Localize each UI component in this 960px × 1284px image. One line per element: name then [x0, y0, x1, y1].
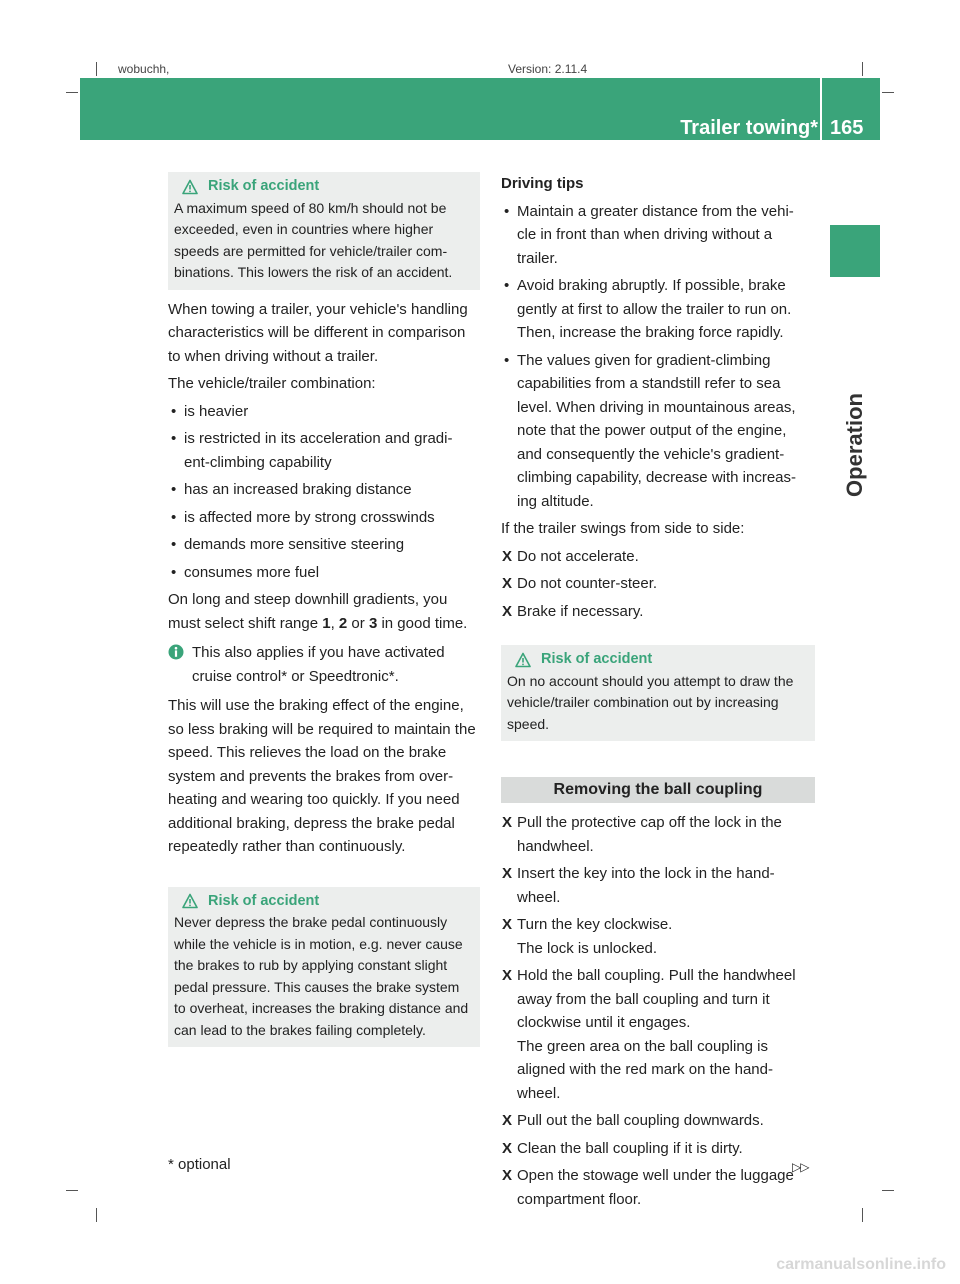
step-text: Clean the ball coupling if it is dirty. [517, 1139, 743, 1157]
paragraph: If the trailer swings from side to side: [501, 520, 745, 537]
step-item [501, 862, 815, 909]
step-item [501, 572, 815, 596]
page-number: 165 [830, 117, 864, 139]
paragraph: The vehicle/trailer combination: [168, 375, 376, 392]
step-marker-icon: X [502, 916, 513, 933]
section-heading-box [501, 777, 815, 803]
crop-mark [96, 1208, 97, 1222]
list-item: • is heavier [168, 400, 480, 424]
text-span: in good time. [377, 614, 468, 632]
step-item [501, 1164, 815, 1211]
step-result: The lock is unlocked. [517, 939, 658, 957]
list-item: • Maintain a greater distance from the vehi- cle in front than when driving without a trailer. [501, 200, 815, 271]
step-item [501, 811, 815, 858]
info-icon [168, 644, 184, 660]
step-text: Turn the key clockwise. [517, 916, 673, 933]
crop-mark [862, 1208, 863, 1222]
swing-steps [501, 545, 815, 624]
step-marker-icon: X [502, 967, 513, 984]
text-span: On long and steep downhill gradients, you must select shift range [168, 591, 448, 632]
warning-header [507, 649, 809, 671]
list-item: • Avoid braking abruptly. If possible, brake gently at first to allow the trailer to run on. Then, increase the braking force rapidly. [501, 274, 815, 345]
removal-steps [501, 811, 815, 1211]
paragraph [168, 588, 480, 635]
text-span: , [330, 614, 339, 632]
warning-triangle-icon [182, 893, 198, 909]
warning-text: Never depress the brake pedal continuously while the vehicle is in motion, e.g. never cause the brakes to rub by applying constant slight pedal pressure. This causes the brake system to overheat, increases the braking distance and can lead to the brakes failing completely. [174, 914, 469, 1038]
list-item: • is affected more by strong crosswinds [168, 506, 480, 530]
warning-text: On no account should you attempt to draw the vehicle/trailer combination out by increasing speed. [507, 672, 794, 732]
watermark: carmanualsonline.info [776, 1256, 946, 1273]
bullet-list [168, 400, 480, 585]
print-meta-left: wobuchh, [118, 62, 170, 76]
step-text: Open the stowage well under the luggage compartment floor. [517, 1167, 794, 1208]
step-item [501, 913, 815, 960]
warning-title: Risk of accident [541, 651, 653, 667]
section-tab-marker [830, 225, 880, 277]
step-item [501, 964, 815, 1105]
step-marker-icon: X [502, 547, 513, 565]
step-item [501, 1109, 815, 1133]
shift-range-3: 3 [368, 614, 378, 632]
shift-range-2: 2 [338, 614, 348, 632]
step-text: Hold the ball coupling. Pull the handwheel away from the ball coupling and turn it clockwise until it engages. [517, 967, 796, 1031]
shift-range-1: 1 [322, 614, 331, 632]
crop-mark [66, 1190, 78, 1191]
step-item [501, 545, 815, 569]
warning-header [174, 176, 474, 198]
warning-box [168, 172, 480, 290]
step-text: Do not accelerate. [517, 547, 639, 565]
list-item: • has an increased braking distance [168, 478, 480, 502]
step-text: Insert the key into the lock in the hand- wheel. [517, 865, 775, 906]
text-span: or [347, 614, 369, 632]
list-item: • The values given for gradient-climbing capabilities from a standstill refer to sea level. When driving in mountainous areas, note that the power output of the engine, and consequently the vehicle's gradient- climbing capability, decrease with increas- ing altitude. [501, 349, 815, 514]
left-column [168, 172, 480, 1055]
driving-tips-heading: Driving tips [501, 175, 584, 192]
list-item: • demands more sensitive steering [168, 533, 480, 557]
warning-header [174, 891, 474, 913]
warning-triangle-icon [182, 179, 198, 195]
continue-arrows-icon: ▷▷ [792, 1160, 809, 1174]
step-marker-icon: X [502, 1167, 513, 1184]
info-text: This also applies if you have activated cruise control* or Speedtronic*. [192, 644, 445, 685]
warning-title: Risk of accident [208, 892, 320, 909]
section-heading: Removing the ball coupling [553, 781, 763, 799]
crop-mark [882, 92, 894, 93]
step-text: Do not counter-steer. [517, 575, 658, 592]
section-tab-label: Operation [842, 393, 867, 497]
step-text: Brake if necessary. [517, 602, 644, 620]
print-meta-right: Version: 2.11.4 [508, 62, 588, 76]
crop-mark [882, 1190, 894, 1191]
step-result: The green area on the ball coupling is aligned with the red mark on the hand- wheel. [517, 1037, 773, 1102]
list-item: • consumes more fuel [168, 561, 480, 585]
step-marker-icon: X [502, 1112, 513, 1129]
step-item [501, 1137, 815, 1161]
warning-triangle-icon [515, 652, 531, 668]
crop-mark [862, 62, 863, 76]
step-marker-icon: X [502, 865, 513, 882]
warning-box [501, 645, 815, 741]
tips-list [501, 200, 815, 514]
step-item [501, 600, 815, 624]
crop-mark [66, 92, 78, 93]
page-title: Trailer towing* [680, 117, 818, 139]
warning-box [168, 887, 480, 1048]
step-marker-icon: X [502, 814, 513, 831]
warning-title: Risk of accident [208, 178, 320, 194]
warning-text: A maximum speed of 80 km/h should not be exceeded, even in countries where higher speeds are permitted for vehicle/trailer com- binations. This lowers the risk of an accident. [174, 199, 453, 280]
step-text: Pull the protective cap off the lock in the handwheel. [517, 814, 782, 855]
right-column [501, 172, 815, 1215]
step-marker-icon: X [502, 602, 513, 620]
paragraph: This will use the braking effect of the engine, so less braking will be required to maintain the speed. This relieves the load on the brake system and prevents the brakes from over- heating and wearing too quickly. If you need additional braking, depress the brake pedal repeatedly rather than continuously. [168, 697, 476, 855]
step-marker-icon: X [502, 575, 513, 592]
step-text: Pull out the ball coupling downwards. [517, 1112, 764, 1129]
step-marker-icon: X [502, 1139, 513, 1157]
footnote-optional: * optional [168, 1156, 231, 1173]
paragraph: When towing a trailer, your vehicle's handling characteristics will be different in comparison to when driving without a trailer. [168, 300, 468, 365]
list-item: • is restricted in its acceleration and gradi- ent-climbing capability [168, 427, 480, 474]
header-divider [820, 78, 822, 140]
info-note [168, 641, 480, 688]
crop-mark [96, 62, 97, 76]
